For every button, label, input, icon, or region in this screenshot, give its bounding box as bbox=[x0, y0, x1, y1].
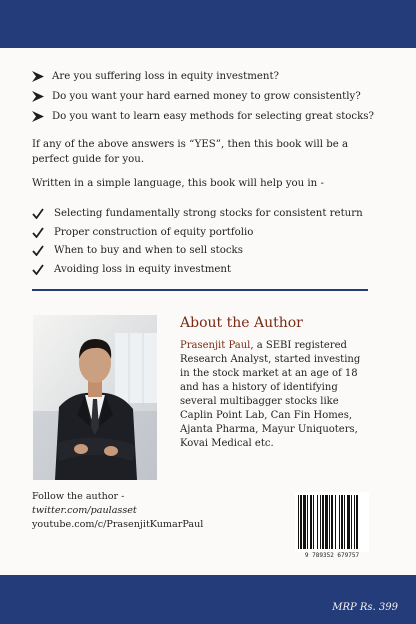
barcode-number: 9 789352 679757 bbox=[304, 552, 360, 559]
question-text: Do you want to learn easy methods for selecting great stocks? bbox=[52, 111, 374, 122]
barcode-bar bbox=[354, 495, 355, 549]
barcode-bar bbox=[341, 495, 343, 549]
price-label: MRP Rs. 399 bbox=[332, 602, 398, 613]
list-item bbox=[32, 263, 392, 282]
barcode-bar bbox=[356, 495, 358, 549]
author-bio-text: , a SEBI registered Research Analyst, started investing in the stock market at an age of 18 and has a history of identifying several multibagger stocks like Caplin Point Lab, Can Fin Homes, Ajanta Pharma, Mayur Uniquoters, Kovai Medical etc. bbox=[180, 340, 361, 449]
barcode-bar bbox=[344, 495, 345, 549]
benefit-text: Proper construction of equity portfolio bbox=[54, 226, 254, 238]
barcode-bar bbox=[351, 495, 352, 549]
arrow-bullet-icon bbox=[32, 70, 52, 83]
list-item bbox=[32, 244, 392, 263]
barcode-bar bbox=[325, 495, 328, 549]
barcode-bar bbox=[322, 495, 324, 549]
follow-section bbox=[32, 490, 203, 532]
bottom-band bbox=[0, 575, 416, 624]
list-item bbox=[32, 207, 392, 226]
help-paragraph: Written in a simple language, this book will help you in - bbox=[32, 178, 324, 189]
barcode-bar bbox=[347, 495, 350, 549]
checkmark-icon bbox=[32, 244, 54, 257]
author-name: Prasenjit Paul bbox=[180, 340, 251, 351]
about-author-heading: About the Author bbox=[180, 315, 303, 331]
twitter-link[interactable]: twitter.com/paulasset bbox=[32, 505, 137, 516]
barcode-bar bbox=[339, 495, 340, 549]
youtube-link[interactable]: youtube.com/c/PrasenjitKumarPaul bbox=[32, 519, 204, 530]
list-item bbox=[32, 110, 392, 130]
checkmark-icon bbox=[32, 207, 54, 220]
question-text: Are you suffering loss in equity investment? bbox=[52, 71, 280, 82]
barcode bbox=[295, 492, 369, 552]
benefit-text: Avoiding loss in equity investment bbox=[54, 263, 232, 275]
arrow-bullet-icon bbox=[32, 90, 52, 103]
list-item bbox=[32, 70, 392, 90]
follow-heading: Follow the author - bbox=[32, 491, 125, 502]
list-item bbox=[32, 90, 392, 110]
barcode-bar bbox=[298, 495, 299, 549]
barcode-bar bbox=[320, 495, 321, 549]
checkmark-icon bbox=[32, 226, 54, 239]
benefit-text: Selecting fundamentally strong stocks for consistent return bbox=[54, 208, 363, 219]
barcode-bar bbox=[307, 495, 308, 549]
barcode-bar bbox=[303, 495, 306, 549]
intro-paragraph: If any of the above answers is “YES”, then this book will be a perfect guide for you. bbox=[32, 139, 349, 165]
barcode-bar bbox=[313, 495, 314, 549]
section-divider bbox=[32, 289, 368, 291]
barcode-bar bbox=[335, 495, 336, 549]
barcode-bar bbox=[317, 495, 318, 549]
author-bio bbox=[180, 339, 370, 451]
barcode-bar bbox=[331, 495, 333, 549]
barcode-bar bbox=[310, 495, 312, 549]
checkmark-icon bbox=[32, 263, 54, 276]
list-item bbox=[32, 226, 392, 245]
author-photo bbox=[33, 315, 157, 480]
benefit-list bbox=[32, 207, 392, 281]
question-text: Do you want your hard earned money to grow consistently? bbox=[52, 91, 361, 102]
top-band bbox=[0, 0, 416, 48]
arrow-bullet-icon bbox=[32, 110, 52, 123]
benefit-text: When to buy and when to sell stocks bbox=[54, 245, 243, 256]
barcode-bar bbox=[329, 495, 330, 549]
question-list bbox=[32, 70, 392, 130]
barcode-bar bbox=[300, 495, 302, 549]
